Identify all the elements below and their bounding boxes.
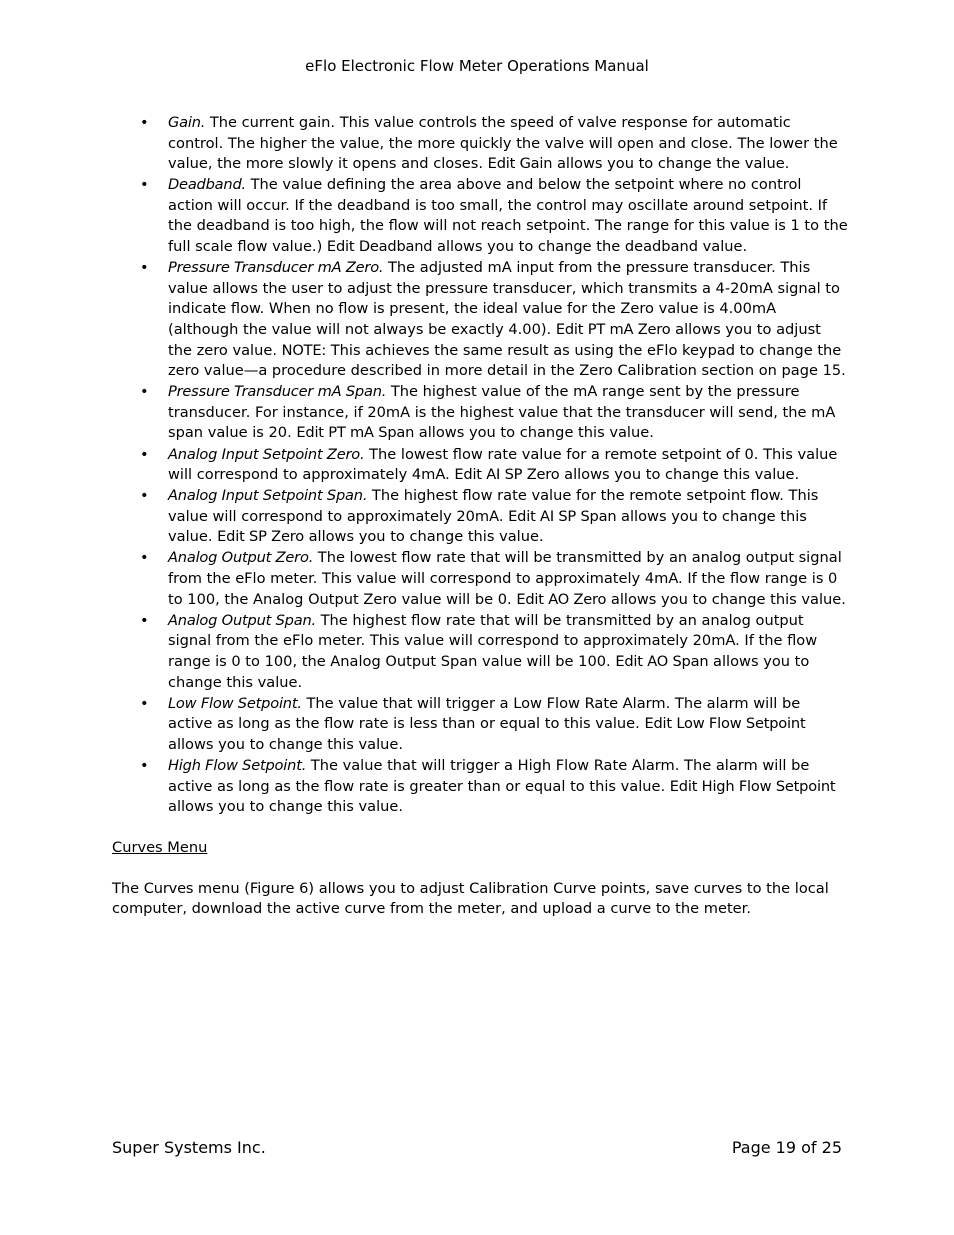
list-item [112, 258, 848, 382]
text-run: The highest value of the mA range sent by the pressure transducer. For instance, if 20mA is the highest value that the transducer will send, the mA span value is 20. [168, 383, 836, 442]
list-item [112, 694, 848, 756]
parameter-list [112, 113, 848, 818]
text-run: menu (Figure 6) allows you to adjust Calibration Curve points, save curves to the local computer, download the active curve from the meter, and upload a curve to the meter. [112, 879, 829, 918]
parameter-term: Deadband. [168, 176, 246, 194]
list-item [112, 756, 848, 818]
command-label: Edit AO Span [615, 652, 709, 670]
command-label: Curves [143, 879, 194, 897]
text-run: allows you to change this value. [414, 424, 654, 442]
bullet-icon: • [140, 383, 149, 401]
bullet-icon: • [140, 549, 149, 567]
list-item [112, 382, 848, 444]
parameter-term: Gain. [168, 114, 206, 131]
text-run: allows you to change this value. [168, 652, 810, 691]
footer-page-number: Page 19 of 25 [731, 1138, 842, 1157]
text-run: The value that will trigger a Low Flow Rate Alarm. The alarm will be active as long as the flow rate is less than or equal to this value. [168, 694, 801, 733]
bullet-icon: • [140, 694, 149, 712]
parameter-term: Analog Input Setpoint Zero. [168, 445, 365, 463]
command-label: Edit Gain [487, 155, 553, 173]
list-item [112, 548, 848, 610]
text-run: The value defining the area above and below the setpoint where no control action will occur. If the deadband is too small, the control may oscillate around setpoint. If the deadband is too high, the flow will not reach setpoint. The range for this value is 1 to the full scale flow value.) [168, 176, 848, 256]
command-label: Edit SP Zero [217, 528, 304, 546]
list-item [112, 611, 848, 693]
command-label: Edit AI SP Zero [454, 466, 560, 484]
text-run: The current gain. This value controls the speed of valve response for automatic control. The higher the value, the more quickly the valve will open and close. The lower the value, the more slowly it opens and closes. [168, 114, 838, 173]
text-run: The highest flow rate value for the remote setpoint flow. This value will correspond to approximately 20mA. [168, 487, 819, 525]
text-run: The highest flow rate that will be transmitted by an analog output signal from the eFlo meter. This value will correspond to approximately 20mA. If the flow range is 0 to 100, the Analog Output Span value will be 100. [168, 611, 818, 670]
text-run: The value that will trigger a High Flow Rate Alarm. The alarm will be active as long as the flow rate is greater than or equal to this value. [168, 756, 810, 795]
list-item [112, 175, 848, 257]
text-run: The lowest flow rate value for a remote setpoint of 0. This value will correspond to approximately 4mA. [168, 445, 838, 484]
bullet-icon: • [140, 259, 149, 277]
list-item [112, 113, 848, 175]
section-paragraph [112, 879, 848, 920]
text-run: allows you to change this value. [168, 507, 807, 546]
list-item [112, 486, 848, 548]
text-run: allows you to change this value. [559, 466, 800, 484]
parameter-term: Analog Output Zero. [168, 549, 314, 567]
bullet-icon: • [140, 611, 149, 629]
list-item [112, 445, 848, 486]
parameter-term: Low Flow Setpoint. [168, 694, 302, 712]
command-label: Edit High Flow Setpoint [669, 777, 836, 795]
page-content [112, 113, 848, 920]
text-run: The adjusted mA input from the pressure transducer. This value allows the user to adjust the pressure transducer, which transmits a 4-20mA signal to indicate flow. When no flow is present, the ideal value for the Zero value is 4.00mA (although the value will not always be exactly 4.00). [168, 259, 840, 338]
command-label: NOTE: [281, 341, 327, 359]
parameter-term: Analog Input Setpoint Span. [168, 487, 368, 505]
command-label: Edit AO Zero [516, 590, 607, 608]
text-run: allows you to change the value. [552, 155, 790, 173]
command-label: Edit Low Flow Setpoint [644, 715, 806, 733]
command-label: Edit Deadband [326, 238, 433, 256]
bullet-icon: • [140, 114, 149, 131]
footer-company: Super Systems Inc. [112, 1138, 266, 1157]
text-run: allows you to change this value. [168, 735, 404, 753]
text-run: The [112, 879, 144, 897]
parameter-term: Analog Output Span. [168, 611, 316, 629]
bullet-icon: • [140, 445, 149, 463]
command-label: Edit PT mA Span [296, 424, 415, 442]
text-run: allows you to adjust the zero value. [168, 320, 821, 359]
command-label: Edit AI SP Span [508, 507, 617, 525]
text-run: allows you to change this value. [303, 528, 544, 546]
parameter-term: Pressure Transducer mA Zero. [168, 259, 384, 277]
text-run: allows you to change this value. [606, 590, 846, 608]
page-header: eFlo Electronic Flow Meter Operations Manual [305, 57, 649, 75]
command-label: Edit PT mA Zero [555, 320, 671, 338]
parameter-term: Pressure Transducer mA Span. [168, 383, 387, 401]
bullet-icon: • [140, 487, 149, 505]
section-heading: Curves Menu [112, 838, 208, 856]
bullet-icon: • [140, 176, 149, 194]
bullet-icon: • [140, 756, 149, 774]
text-run: The lowest flow rate that will be transmitted by an analog output signal from the eFlo meter. This value will correspond to approximately 4mA. If the flow range is 0 to 100, the Analog Output Zero value will be 0. [168, 549, 842, 608]
text-run: allows you to change the deadband value. [432, 238, 748, 256]
text-run: allows you to change this value. [168, 798, 404, 816]
text-run: This achieves the same result as using the eFlo keypad to change the zero value—a procedure described in more detail in the Zero Calibration section on page 15. [168, 341, 846, 380]
parameter-term: High Flow Setpoint. [168, 756, 307, 774]
